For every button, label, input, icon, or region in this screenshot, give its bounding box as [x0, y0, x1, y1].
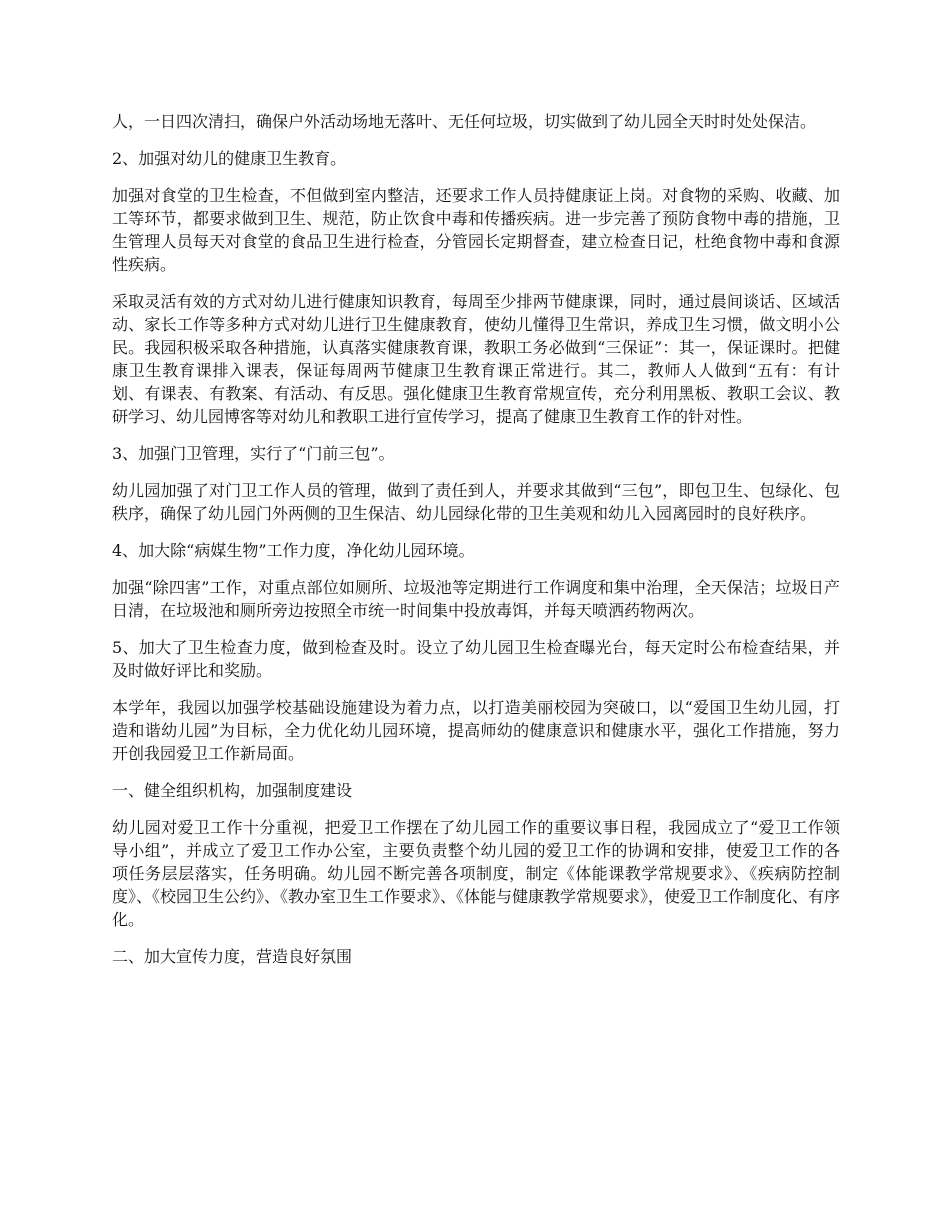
- paragraph-pest-control: 加强“除四害”工作，对重点部位如厕所、垃圾池等定期进行工作调度和集中治理，全天保洁；垃圾日产日清，在垃圾池和厕所旁边按照全市统一时间集中投放毒饵，并每天喷洒药物两次。: [112, 578, 840, 620]
- document-page: [112, 110, 840, 982]
- paragraph-intro-continuation: 人，一日四次清扫，确保户外活动场地无落叶、无任何垃圾，切实做到了幼儿园全天时时处处保洁。: [112, 112, 817, 131]
- paragraph-health-knowledge: 采取灵活有效的方式对幼儿进行健康知识教育，每周至少排两节健康课，同时，通过晨间谈话、区域活动、家长工作等多种方式对幼儿进行卫生健康教育，使幼儿懂得卫生常识，养成卫生习惯，做文明小公民。我园积极采取各种措施，认真落实健康教育课，教职工务必做到“三保证”：其一，保证课时。把健康卫生教育课排入课表，保证每周两节健康卫生教育课正常进行。其二，教师人人做到“五有：有计划、有课表、有教案、有活动、有反思。强化健康卫生教育常规宣传，充分利用黑板、教职工会议、教研学习、幼儿园博客等对幼儿和教职工进行宣传学习，提高了健康卫生教育工作的针对性。: [112, 292, 840, 426]
- paragraph-organization: 幼儿园对爱卫工作十分重视，把爱卫工作摆在了幼儿园工作的重要议事日程，我园成立了“爱卫工作领导小组”，并成立了爱卫工作办公室，主要负责整个幼儿园的爱卫工作的协调和安排，使爱卫工作的各项任务层层落实，任务明确。幼儿园不断完善各项制度，制定《体能课教学常规要求》、《疾病防控制度》、《校园卫生公约》、《教办室卫生工作要求》、《体能与健康教学常规要求》，使爱卫工作制度化、有序化。: [112, 818, 841, 929]
- paragraph-canteen-inspection: 加强对食堂的卫生检查，不但做到室内整洁，还要求工作人员持健康证上岗。对食物的采购、收藏、加工等环节，都要求做到卫生、规范，防止饮食中毒和传播疾病。进一步完善了预防食物中毒的措施，卫生管理人员每天对食堂的食品卫生进行检查，分管园长定期督查，建立检查日记，杜绝食物中毒和食源性疾病。: [112, 186, 840, 274]
- heading-organization: 一、健全组织机构，加强制度建设: [112, 781, 353, 800]
- heading-pest-control: 4、加大除“病媒生物”工作力度，净化幼儿园环境。: [112, 541, 475, 560]
- heading-gate-management: 3、加强门卫管理，实行了“门前三包”。: [112, 444, 395, 463]
- paragraph-hygiene-inspection: 5、加大了卫生检查力度，做到检查及时。设立了幼儿园卫生检查曝光台，每天定时公布检查结果，并及时做好评比和奖励。: [112, 638, 840, 680]
- heading-publicity: 二、加大宣传力度，营造良好氛围: [112, 947, 353, 966]
- paragraph-school-year: 本学年，我园以加强学校基础设施建设为着力点，以打造美丽校园为突破口，以“爱国卫生幼儿园，打造和谐幼儿园”为目标，全力优化幼儿园环境，提高师幼的健康意识和健康水平，强化工作措施，努力开创我园爱卫工作新局面。: [112, 698, 840, 763]
- paragraph-gate-management: 幼儿园加强了对门卫工作人员的管理，做到了责任到人，并要求其做到“三包”，即包卫生、包绿化、包秩序，确保了幼儿园门外两侧的卫生保洁、幼儿园绿化带的卫生美观和幼儿入园离园时的良好秩序。: [112, 481, 840, 523]
- heading-health-education: 2、加强对幼儿的健康卫生教育。: [112, 149, 347, 168]
